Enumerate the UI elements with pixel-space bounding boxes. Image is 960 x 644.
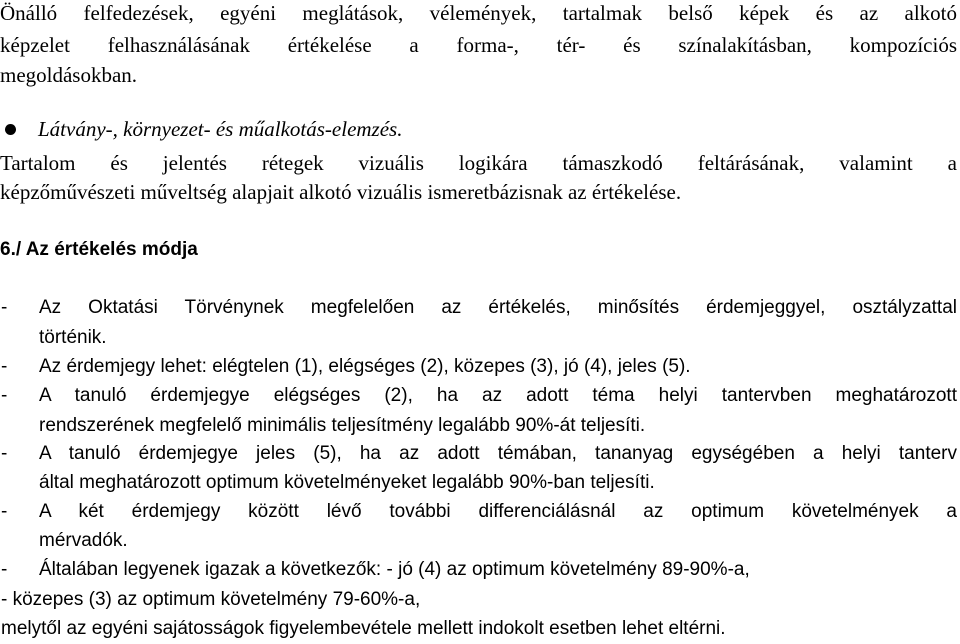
list-item-line-2: által meghatározott optimum követelményeket legalább 90%-ban teljesíti.	[39, 472, 655, 493]
extra-line-1: - közepes (3) az optimum követelmény 79-60%-a,	[1, 589, 421, 610]
dash-marker: -	[1, 443, 8, 464]
list-item-line-1: A tanuló érdemjegye elégséges (2), ha az adott téma helyi tantervben meghatározott	[39, 385, 957, 406]
list-item-line-1: A két érdemjegy között lévő további differenciálásnál az optimum követelmények a	[39, 501, 957, 522]
list-item	[0, 439, 957, 469]
list-item-line-1: Az Oktatási Törvénynek megfelelően az értékelés, minősítés érdemjeggyel, osztályzattal	[39, 297, 957, 318]
dash-marker: -	[1, 385, 8, 406]
list-item	[0, 352, 957, 382]
dash-marker: -	[1, 297, 8, 318]
intro-line-1: Önálló felfedezések, egyéni meglátások, vélemények, tartalmak belső képek és az alkotó	[0, 1, 957, 25]
list-item	[0, 381, 957, 411]
extra-line-2: melytől az egyéni sajátosságok figyelembevétele mellett indokolt esetben lehet eltérni.	[1, 618, 726, 639]
list-item-line-2: rendszerének megfelelő minimális teljesítmény legalább 90%-át teljesíti.	[39, 415, 646, 436]
bullet-line-1: Tartalom és jelentés rétegek vizuális logikára támaszkodó feltárásának, valamint a	[0, 151, 957, 175]
intro-line-2: képzelet felhasználásának értékelése a forma-, tér- és színalakításban, kompozíciós	[0, 33, 957, 57]
section-heading: 6./ Az értékelés módja	[0, 239, 198, 260]
list-item-line-1: Általában legyenek igazak a következők: - jó (4) az optimum követelmény 89-90%-a,	[39, 559, 750, 580]
list-item	[0, 497, 957, 527]
dash-marker: -	[1, 501, 8, 522]
intro-line-3: megoldásokban.	[0, 63, 138, 87]
list-item-line-2: mérvadók.	[39, 530, 128, 551]
list-item-line-1: Az érdemjegy lehet: elégtelen (1), elégséges (2), közepes (3), jó (4), jeles (5).	[39, 356, 691, 377]
list-item	[0, 555, 957, 585]
list-item-line-2: történik.	[39, 327, 107, 348]
bullet-title: Látvány-, környezet- és műalkotás-elemzés.	[38, 117, 403, 141]
list-item-line-1: A tanuló érdemjegye jeles (5), ha az adott témában, tananyag egységében a helyi tanterv	[39, 443, 957, 464]
list-item	[0, 293, 957, 323]
dash-marker: -	[1, 559, 8, 580]
bullet-dot-icon	[5, 124, 16, 135]
bullet-line-2: képzőművészeti műveltség alapjait alkotó vizuális ismeretbázisnak az értékelése.	[0, 180, 682, 204]
bullet-item	[0, 114, 957, 144]
dash-marker: -	[1, 356, 8, 377]
